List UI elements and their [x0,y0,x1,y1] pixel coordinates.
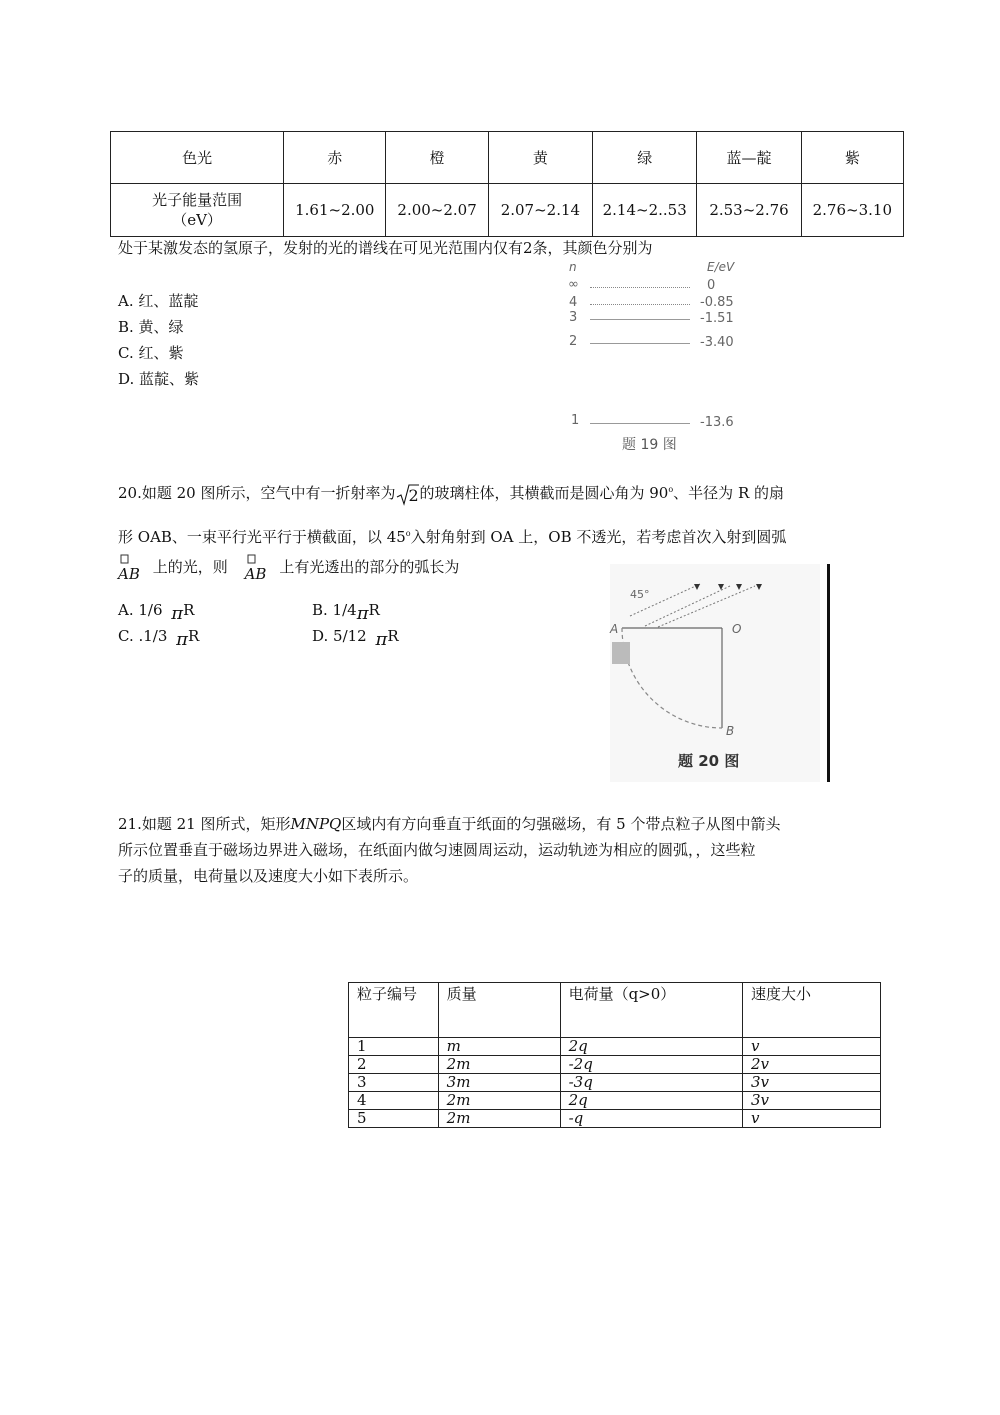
sqrt-value: 2 [408,486,419,505]
color-energy-table [110,131,904,237]
table-cell: 2 [349,1056,439,1074]
level-n-2: 2 [569,334,578,349]
option-label: B. 1/4 [312,601,357,619]
table-cell: -2q [560,1056,742,1074]
q20-line3-a: 上的光，则 [152,558,228,576]
q20-option-d [312,626,399,650]
q21-line3: 子的质量，电荷量以及速度大小如下表所示。 [118,867,419,885]
option-suffix: R [368,601,380,619]
table-cell: 1 [349,1038,439,1056]
pi-symbol: π [171,603,184,624]
table-cell: 2q [560,1038,742,1056]
mnpq-label: MNPQ [290,815,342,833]
table-cell: 1.61~2.00 [284,184,386,237]
point-b-label: B [726,724,735,738]
q19-option-b: B. 黄、绿 [118,318,184,336]
table-cell: 赤 [284,132,386,184]
q21-line2: 所示位置垂直于磁场边界进入磁场，在纸面内做匀速圆周运动，运动轨迹为相应的圆弧，，这些粒 [118,841,756,859]
table-cell [111,184,284,237]
table-row [111,132,904,184]
option-label: D. 5/12 [312,627,367,645]
table-cell: 蓝—靛 [697,132,801,184]
arc-icon [120,554,130,564]
table-row [111,184,904,237]
header-cell: 粒子编号 [349,983,439,1038]
sector-figure [610,564,820,782]
option-label: A. 1/6 [118,601,163,619]
arc-ab-symbol [118,556,140,583]
table-cell: 色光 [111,132,284,184]
table-cell: 黄 [488,132,592,184]
table-cell: m [438,1038,560,1056]
point-a-label: A [610,622,619,636]
table-cell: 5 [349,1110,439,1128]
fig20-caption: 题 20 图 [678,752,740,770]
level-e-3: -1.51 [700,311,734,326]
sqrt-symbol [395,484,419,504]
fig19-col-n: n [569,260,577,274]
point-o-label: O [732,622,742,636]
q20-option-a [118,600,195,624]
header-cell: 电荷量（q>0） [560,983,742,1038]
level-n-1: 1 [571,413,580,428]
degree-sup: o [405,529,411,538]
q20-option-c [118,626,200,650]
table-cell: 3v [742,1074,880,1092]
table-cell: -3q [560,1074,742,1092]
level-e-2: -3.40 [700,335,734,350]
header-cell: 质量 [438,983,560,1038]
pi-symbol: π [375,629,388,650]
table-row [349,1092,881,1110]
table-cell: 紫 [801,132,903,184]
figure-border-line [827,564,830,782]
table-cell: 3 [349,1074,439,1092]
level-line [590,287,690,288]
q21-line1-b: 区域内有方向垂直于纸面的匀强磁场，有 5 个带点粒子从图中箭头 [341,815,781,833]
header-cell: 速度大小 [742,983,880,1038]
table-cell: 2m [438,1110,560,1128]
table-cell: 4 [349,1092,439,1110]
option-suffix: R [188,627,200,645]
q20-line2 [118,524,786,547]
table-cell: 2q [560,1092,742,1110]
table-cell: 2.07~2.14 [488,184,592,237]
level-line [590,304,690,305]
level-e-4: -0.85 [700,295,734,310]
table-cell: v [742,1110,880,1128]
table-cell: 3m [438,1074,560,1092]
table-cell: 2m [438,1092,560,1110]
table-cell: 2.00~2.07 [386,184,488,237]
degree-sup: o [668,485,674,494]
arc-icon [247,554,257,564]
particle-table [348,982,881,1128]
angle-label: 45° [630,588,650,601]
q20-line1-b: 的玻璃柱体，其横截而是圆心角为 90 [419,484,669,502]
option-suffix: R [183,601,195,619]
level-line [590,343,690,344]
fig19-caption: 题 19 图 [622,437,677,453]
option-suffix: R [387,627,399,645]
pi-symbol: π [176,629,189,650]
table-cell: 2v [742,1056,880,1074]
table-cell: 2.14~2..53 [593,184,697,237]
q19-option-d: D. 蓝靛、紫 [118,370,200,388]
level-n-inf: ∞ [568,277,579,292]
q20-line1-c: 、半径为 R 的扇 [673,484,785,502]
row-label-line1: 光子能量范围 [152,191,243,209]
table-row [349,1038,881,1056]
table-cell: 绿 [593,132,697,184]
table-cell: -q [560,1110,742,1128]
q20-line1-a: 20.如题 20 图所示，空气中有一折射率为 [118,484,396,502]
table-row [349,1074,881,1092]
fig19-col-e: E/eV [707,260,735,274]
q19-option-c: C. 红、紫 [118,344,184,362]
q20-line3-b: 上有光透出的部分的弧长为 [279,558,460,576]
level-n-3: 3 [569,310,578,325]
q19-option-a: A. 红、蓝靛 [118,292,199,310]
level-e-inf: 0 [707,278,716,293]
table-cell: 2.53~2.76 [697,184,801,237]
q21-line1-a: 21.如题 21 图所式，矩形 [118,815,291,833]
table-cell: 2.76~3.10 [801,184,903,237]
table-cell: 2m [438,1056,560,1074]
pi-symbol: π [356,603,369,624]
table-row [349,1056,881,1074]
q20-line1 [118,480,784,504]
table-header-row [349,983,881,1038]
arc-ab-symbol [244,556,267,583]
level-line [590,319,690,320]
table-cell: 橙 [386,132,488,184]
level-line [590,423,690,424]
table-cell: v [742,1038,880,1056]
q21-line1 [118,814,780,834]
level-e-1: -13.6 [700,415,734,430]
arc-label: AB [118,565,140,583]
level-n-4: 4 [569,295,578,310]
q20-line2-b: 入射角射到 OA 上，OB 不透光，若考虑首次入射到圆弧 [410,528,787,546]
option-label: C. .1/3 [118,627,168,645]
table-cell: 3v [742,1092,880,1110]
arc-label: AB [244,565,267,583]
table-row [349,1110,881,1128]
q20-line2-a: 形 OAB、一束平行光平行于横截面，以 45 [118,528,406,546]
row-label-line2: （eV） [172,211,222,229]
q19-stem: 处于某激发态的氢原子，发射的光的谱线在可见光范围内仅有2条，其颜色分别为 [118,239,653,257]
q20-line3 [118,556,459,586]
energy-level-figure [560,258,780,458]
q20-option-b [312,600,380,624]
